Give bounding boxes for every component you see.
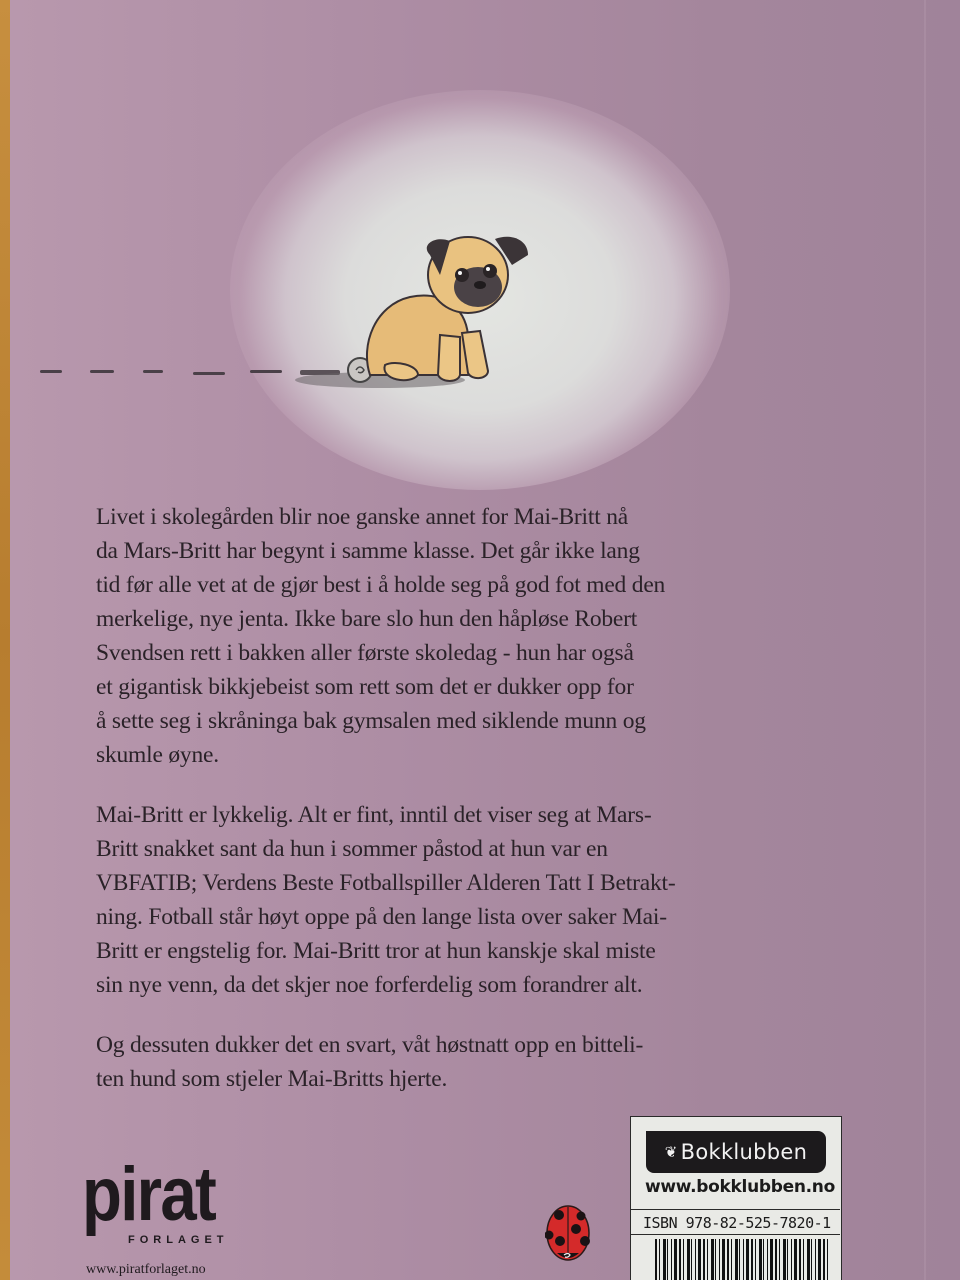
blurb-line: skumle øyne. — [96, 742, 219, 768]
blurb-paragraph-3 — [96, 1028, 856, 1096]
blurb-line: merkelige, nye jenta. Ikke bare slo hun den håpløse Robert — [96, 606, 638, 632]
blurb-line: et gigantisk bikkjebeist som rett som det er dukker opp for — [96, 674, 634, 700]
bokklubben-badge — [646, 1131, 826, 1173]
book-description — [96, 500, 856, 1122]
pug-puppy-illustration — [290, 225, 540, 395]
publisher-subtitle: FORLAGET — [128, 1234, 229, 1246]
blurb-line: Britt er engstelig for. Mai-Britt tror at hun kanskje skal miste — [96, 938, 656, 964]
ladybug-icon — [545, 1203, 591, 1263]
isbn-number: ISBN 978-82-525-7820-1 — [631, 1209, 840, 1235]
blurb-line: sin nye venn, da det skjer noe forferdelig som forandrer alt. — [96, 972, 643, 998]
blurb-line: VBFATIB; Verdens Beste Fotballspiller Alderen Tatt I Betrakt- — [96, 870, 676, 896]
blurb-line: tid før alle vet at de gjør best i å holde seg på god fot med den — [96, 572, 666, 598]
bokklubben-url: www.bokklubben.no — [645, 1177, 835, 1197]
blurb-paragraph-1 — [96, 500, 856, 772]
bokklubben-name: Bokklubben — [680, 1140, 808, 1164]
blurb-line: da Mars-Britt har begynt i samme klasse. Det går ikke lang — [96, 538, 640, 564]
publisher-name: pirat — [82, 1152, 216, 1237]
blurb-line: ten hund som stjeler Mai-Britts hjerte. — [96, 1066, 448, 1092]
publisher-logo — [82, 1152, 252, 1278]
bokklubben-logo-icon: ❦ — [664, 1143, 678, 1161]
cover-fold-line — [924, 0, 926, 1280]
barcode — [655, 1239, 831, 1280]
blurb-line: Britt snakket sant da hun i sommer påstod at hun var en — [96, 836, 608, 862]
book-back-cover — [10, 0, 960, 1280]
blurb-line: Livet i skolegården blir noe ganske annet for Mai-Britt nå — [96, 504, 628, 530]
isbn-barcode-label — [630, 1116, 842, 1280]
blurb-paragraph-2 — [96, 798, 856, 1002]
blurb-line: Og dessuten dukker det en svart, våt høstnatt opp en bitteli- — [96, 1032, 644, 1058]
blurb-line: å sette seg i skråninga bak gymsalen med siklende munn og — [96, 708, 646, 734]
publisher-url: www.piratforlaget.no — [86, 1262, 206, 1277]
table-surface — [0, 0, 10, 1280]
blurb-line: Svendsen rett i bakken aller første skoledag - hun har også — [96, 640, 634, 666]
blurb-line: Mai-Britt er lykkelig. Alt er fint, inntil det viser seg at Mars- — [96, 802, 652, 828]
blurb-line: ning. Fotball står høyt oppe på den lange lista over saker Mai- — [96, 904, 667, 930]
